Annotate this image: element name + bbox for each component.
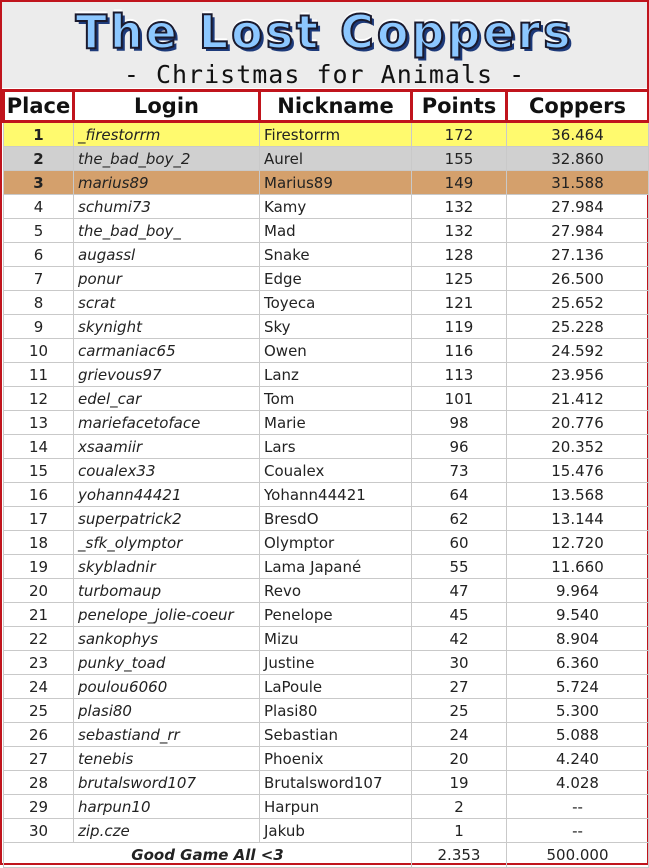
cell-coppers: 8.904	[507, 627, 649, 651]
cell-points: 2	[412, 795, 507, 819]
cell-points: 116	[412, 339, 507, 363]
cell-points: 55	[412, 555, 507, 579]
cell-points: 121	[412, 291, 507, 315]
cell-coppers: 25.652	[507, 291, 649, 315]
cell-place: 23	[4, 651, 74, 675]
cell-place: 29	[4, 795, 74, 819]
table-row	[4, 531, 649, 555]
cell-place: 4	[4, 195, 74, 219]
cell-login: skynight	[74, 315, 260, 339]
cell-coppers: 26.500	[507, 267, 649, 291]
cell-login: edel_car	[74, 387, 260, 411]
cell-coppers: 31.588	[507, 171, 649, 195]
cell-nickname: BresdO	[260, 507, 412, 531]
cell-place: 6	[4, 243, 74, 267]
cell-place: 22	[4, 627, 74, 651]
cell-coppers: 20.352	[507, 435, 649, 459]
cell-points: 96	[412, 435, 507, 459]
cell-nickname: Mizu	[260, 627, 412, 651]
table-row	[4, 387, 649, 411]
cell-coppers: --	[507, 795, 649, 819]
cell-place: 28	[4, 771, 74, 795]
cell-coppers: 21.412	[507, 387, 649, 411]
cell-nickname: Owen	[260, 339, 412, 363]
table-row	[4, 219, 649, 243]
cell-place: 19	[4, 555, 74, 579]
cell-place: 18	[4, 531, 74, 555]
cell-nickname: Yohann44421	[260, 483, 412, 507]
table-row	[4, 147, 649, 171]
cell-place: 17	[4, 507, 74, 531]
cell-coppers: 4.028	[507, 771, 649, 795]
cell-login: sankophys	[74, 627, 260, 651]
cell-nickname: Phoenix	[260, 747, 412, 771]
table-row	[4, 267, 649, 291]
cell-coppers: 5.088	[507, 723, 649, 747]
cell-place: 25	[4, 699, 74, 723]
cell-login: yohann44421	[74, 483, 260, 507]
cell-place: 30	[4, 819, 74, 843]
table-row	[4, 363, 649, 387]
cell-nickname: Coualex	[260, 459, 412, 483]
cell-place: 3	[4, 171, 74, 195]
cell-nickname: Edge	[260, 267, 412, 291]
cell-nickname: Lars	[260, 435, 412, 459]
footer-message: Good Game All <3	[4, 843, 412, 868]
banner-subtitle: - Christmas for Animals -	[123, 60, 526, 89]
cell-coppers: 6.360	[507, 651, 649, 675]
cell-login: plasi80	[74, 699, 260, 723]
cell-coppers: --	[507, 819, 649, 843]
cell-place: 12	[4, 387, 74, 411]
cell-coppers: 23.956	[507, 363, 649, 387]
cell-coppers: 12.720	[507, 531, 649, 555]
cell-place: 24	[4, 675, 74, 699]
cell-nickname: Toyeca	[260, 291, 412, 315]
table-row	[4, 723, 649, 747]
cell-login: xsaamiir	[74, 435, 260, 459]
table-row	[4, 747, 649, 771]
cell-points: 64	[412, 483, 507, 507]
cell-login: mariefacetoface	[74, 411, 260, 435]
table-row	[4, 651, 649, 675]
cell-place: 26	[4, 723, 74, 747]
cell-place: 5	[4, 219, 74, 243]
cell-coppers: 4.240	[507, 747, 649, 771]
total-coppers: 500.000	[507, 843, 649, 868]
cell-login: the_bad_boy_	[74, 219, 260, 243]
table-row	[4, 699, 649, 723]
cell-coppers: 27.984	[507, 219, 649, 243]
cell-login: scrat	[74, 291, 260, 315]
table-header-row	[4, 91, 649, 122]
cell-nickname: Firestorrm	[260, 122, 412, 147]
cell-login: penelope_jolie-coeur	[74, 603, 260, 627]
cell-login: superpatrick2	[74, 507, 260, 531]
cell-login: turbomaup	[74, 579, 260, 603]
cell-coppers: 36.464	[507, 122, 649, 147]
cell-coppers: 11.660	[507, 555, 649, 579]
column-header-place: Place	[4, 91, 74, 122]
cell-login: coualex33	[74, 459, 260, 483]
cell-points: 73	[412, 459, 507, 483]
cell-points: 60	[412, 531, 507, 555]
cell-coppers: 25.228	[507, 315, 649, 339]
table-row	[4, 675, 649, 699]
cell-nickname: Tom	[260, 387, 412, 411]
cell-points: 125	[412, 267, 507, 291]
table-row	[4, 483, 649, 507]
cell-nickname: Marius89	[260, 171, 412, 195]
cell-coppers: 5.724	[507, 675, 649, 699]
ranking-body	[4, 122, 649, 843]
cell-place: 2	[4, 147, 74, 171]
cell-points: 128	[412, 243, 507, 267]
column-header-login: Login	[74, 91, 260, 122]
cell-points: 45	[412, 603, 507, 627]
cell-nickname: Mad	[260, 219, 412, 243]
column-header-points: Points	[412, 91, 507, 122]
cell-nickname: Lama Japané	[260, 555, 412, 579]
cell-login: brutalsword107	[74, 771, 260, 795]
cell-login: poulou6060	[74, 675, 260, 699]
cell-nickname: Olymptor	[260, 531, 412, 555]
banner-title: The Lost Coppers	[75, 5, 574, 59]
cell-coppers: 27.136	[507, 243, 649, 267]
cell-points: 20	[412, 747, 507, 771]
cell-points: 42	[412, 627, 507, 651]
cell-points: 25	[412, 699, 507, 723]
table-row	[4, 122, 649, 147]
cell-points: 101	[412, 387, 507, 411]
cell-coppers: 9.540	[507, 603, 649, 627]
table-row	[4, 771, 649, 795]
cell-nickname: Snake	[260, 243, 412, 267]
ranking-table	[2, 89, 649, 868]
cell-coppers: 5.300	[507, 699, 649, 723]
table-row	[4, 243, 649, 267]
cell-points: 172	[412, 122, 507, 147]
cell-place: 21	[4, 603, 74, 627]
cell-coppers: 27.984	[507, 195, 649, 219]
cell-points: 149	[412, 171, 507, 195]
table-row	[4, 555, 649, 579]
cell-login: schumi73	[74, 195, 260, 219]
cell-place: 16	[4, 483, 74, 507]
totals-row	[4, 843, 649, 868]
table-row	[4, 795, 649, 819]
table-row	[4, 507, 649, 531]
cell-nickname: Sebastian	[260, 723, 412, 747]
cell-coppers: 15.476	[507, 459, 649, 483]
cell-coppers: 13.568	[507, 483, 649, 507]
cell-coppers: 20.776	[507, 411, 649, 435]
column-header-nickname: Nickname	[260, 91, 412, 122]
cell-login: carmaniac65	[74, 339, 260, 363]
cell-points: 132	[412, 219, 507, 243]
cell-place: 11	[4, 363, 74, 387]
cell-points: 24	[412, 723, 507, 747]
table-row	[4, 603, 649, 627]
cell-place: 1	[4, 122, 74, 147]
cell-points: 119	[412, 315, 507, 339]
cell-login: skybladnir	[74, 555, 260, 579]
table-row	[4, 171, 649, 195]
cell-nickname: Plasi80	[260, 699, 412, 723]
cell-nickname: Sky	[260, 315, 412, 339]
cell-coppers: 24.592	[507, 339, 649, 363]
cell-nickname: Revo	[260, 579, 412, 603]
cell-login: augassl	[74, 243, 260, 267]
cell-place: 9	[4, 315, 74, 339]
table-row	[4, 819, 649, 843]
cell-login: _firestorrm	[74, 122, 260, 147]
cell-place: 13	[4, 411, 74, 435]
table-row	[4, 459, 649, 483]
cell-points: 113	[412, 363, 507, 387]
cell-login: harpun10	[74, 795, 260, 819]
cell-login: ponur	[74, 267, 260, 291]
cell-nickname: Jakub	[260, 819, 412, 843]
cell-nickname: LaPoule	[260, 675, 412, 699]
cell-place: 7	[4, 267, 74, 291]
cell-coppers: 32.860	[507, 147, 649, 171]
cell-points: 155	[412, 147, 507, 171]
cell-login: the_bad_boy_2	[74, 147, 260, 171]
cell-login: zip.cze	[74, 819, 260, 843]
cell-place: 20	[4, 579, 74, 603]
cell-nickname: Kamy	[260, 195, 412, 219]
cell-login: punky_toad	[74, 651, 260, 675]
cell-points: 47	[412, 579, 507, 603]
cell-points: 98	[412, 411, 507, 435]
cell-nickname: Penelope	[260, 603, 412, 627]
cell-coppers: 13.144	[507, 507, 649, 531]
table-row	[4, 627, 649, 651]
cell-place: 27	[4, 747, 74, 771]
cell-nickname: Justine	[260, 651, 412, 675]
cell-login: _sfk_olymptor	[74, 531, 260, 555]
cell-nickname: Aurel	[260, 147, 412, 171]
table-row	[4, 195, 649, 219]
banner	[2, 2, 647, 88]
table-row	[4, 435, 649, 459]
cell-login: sebastiand_rr	[74, 723, 260, 747]
column-header-coppers: Coppers	[507, 91, 649, 122]
cell-points: 30	[412, 651, 507, 675]
table-row	[4, 291, 649, 315]
cell-login: tenebis	[74, 747, 260, 771]
cell-place: 8	[4, 291, 74, 315]
cell-points: 1	[412, 819, 507, 843]
cell-nickname: Lanz	[260, 363, 412, 387]
table-row	[4, 339, 649, 363]
total-points: 2.353	[412, 843, 507, 868]
cell-points: 19	[412, 771, 507, 795]
cell-nickname: Harpun	[260, 795, 412, 819]
cell-nickname: Brutalsword107	[260, 771, 412, 795]
cell-login: grievous97	[74, 363, 260, 387]
table-row	[4, 411, 649, 435]
cell-place: 15	[4, 459, 74, 483]
cell-points: 62	[412, 507, 507, 531]
cell-nickname: Marie	[260, 411, 412, 435]
cell-points: 132	[412, 195, 507, 219]
table-row	[4, 579, 649, 603]
cell-place: 10	[4, 339, 74, 363]
cell-points: 27	[412, 675, 507, 699]
cell-login: marius89	[74, 171, 260, 195]
cell-coppers: 9.964	[507, 579, 649, 603]
cell-place: 14	[4, 435, 74, 459]
table-row	[4, 315, 649, 339]
